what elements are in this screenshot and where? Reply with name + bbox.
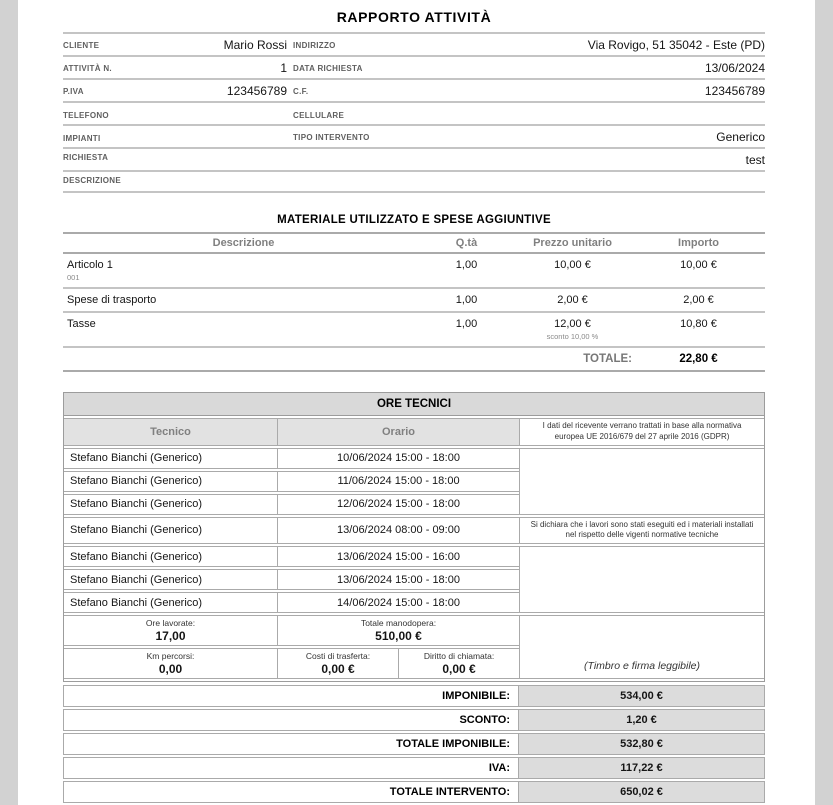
page-title: RAPPORTO ATTIVITÀ: [336, 9, 492, 25]
imponibile-label: IMPONIBILE:: [64, 686, 518, 706]
tipo-intervento-label: TIPO INTERVENTO: [293, 132, 370, 142]
materials-total-value: 22,80 €: [679, 353, 718, 365]
totale-manodopera-value: 510,00 €: [375, 629, 422, 644]
totale-manodopera-label: Totale manodopera:: [360, 618, 437, 629]
piva-value: 123456789: [226, 83, 287, 98]
material-amount: 2,00 €: [683, 294, 714, 306]
technician-name: Stefano Bianchi (Generico): [64, 471, 277, 492]
cellulare-label: CELLULARE: [293, 110, 345, 120]
costi-trasferta-cell: [277, 648, 398, 679]
indirizzo-label: INDIRIZZO: [293, 40, 336, 50]
info-row-cliente: [63, 32, 765, 55]
cf-label: C.F.: [293, 86, 309, 96]
material-discount-note: sconto 10,00 %: [546, 332, 599, 341]
info-row-attivita: [63, 55, 765, 78]
summary-row-hours: [64, 615, 764, 646]
table-row: [63, 313, 765, 348]
km-percorsi-label: Km percorsi:: [146, 651, 195, 662]
technician-schedule: 13/06/2024 15:00 - 16:00: [277, 546, 519, 567]
diritto-chiamata-cell: [398, 648, 519, 679]
material-qty: 1,00: [455, 294, 478, 306]
materials-header-row: [63, 232, 765, 254]
iva-label: IVA:: [64, 758, 518, 778]
total-row-totale-intervento: [63, 781, 765, 803]
totale-imponibile-label: TOTALE IMPONIBILE:: [64, 734, 518, 754]
info-row-piva: [63, 78, 765, 101]
technician-name: Stefano Bianchi (Generico): [64, 448, 277, 469]
data-richiesta-label: DATA RICHIESTA: [293, 63, 363, 73]
km-percorsi-value: 0,00: [158, 662, 183, 677]
material-description: Articolo 1: [67, 259, 113, 271]
cf-value: 123456789: [704, 83, 765, 98]
materials-header-qta: Q.tà: [455, 237, 478, 249]
technician-schedule: 13/06/2024 08:00 - 09:00: [277, 517, 519, 545]
costi-trasferta-label: Costi di trasferta:: [305, 651, 371, 662]
info-row-descrizione: [63, 170, 765, 193]
table-row: [63, 254, 765, 289]
technicians-section-title: ORE TECNICI: [64, 393, 764, 416]
ore-lavorate-label: Ore lavorate:: [145, 618, 196, 629]
cliente-value: Mario Rossi: [223, 37, 287, 52]
material-code: 001: [67, 273, 80, 282]
materials-table: [63, 232, 765, 372]
material-amount: 10,80 €: [680, 318, 717, 330]
km-percorsi-cell: [64, 648, 277, 679]
descrizione-label: DESCRIZIONE: [63, 176, 121, 185]
totale-imponibile-value: 532,80 €: [518, 734, 764, 754]
technician-schedule: 10/06/2024 15:00 - 18:00: [277, 448, 519, 469]
totale-intervento-value: 650,02 €: [518, 782, 764, 802]
diritto-chiamata-value: 0,00 €: [442, 662, 476, 677]
attivita-n-value: 1: [280, 60, 287, 75]
attivita-n-label: ATTIVITÀ N.: [63, 63, 112, 73]
piva-label: P.IVA: [63, 86, 84, 96]
sconto-value: 1,20 €: [518, 710, 764, 730]
ore-lavorate-cell: [64, 615, 277, 646]
material-unit-price: 12,00 €: [554, 318, 591, 330]
info-row-impianti: [63, 124, 765, 147]
ore-lavorate-value: 17,00: [155, 629, 186, 644]
technician-schedule: 14/06/2024 15:00 - 18:00: [277, 592, 519, 613]
info-row-telefono: [63, 101, 765, 124]
signature-area: (Timbro e firma leggibile): [519, 615, 764, 679]
imponibile-value: 534,00 €: [518, 686, 764, 706]
material-description: Spese di trasporto: [67, 294, 157, 306]
materials-total-row: [63, 348, 765, 372]
technician-schedule: 12/06/2024 15:00 - 18:00: [277, 494, 519, 515]
viewer-left-margin: [0, 0, 18, 805]
material-unit-price: 2,00 €: [557, 294, 588, 306]
total-row-totale-imponibile: [63, 733, 765, 755]
materials-total-label: TOTALE:: [583, 353, 632, 365]
table-row: [64, 517, 764, 545]
total-row-imponibile: [63, 685, 765, 707]
cliente-label: CLIENTE: [63, 40, 100, 50]
table-row: [63, 289, 765, 313]
iva-value: 117,22 €: [518, 758, 764, 778]
richiesta-label: RICHIESTA: [63, 153, 109, 162]
table-row: [64, 546, 764, 567]
technicians-table: [63, 392, 765, 682]
material-amount: 10,00 €: [680, 259, 717, 271]
costi-trasferta-value: 0,00 €: [321, 662, 355, 677]
total-row-sconto: [63, 709, 765, 731]
richiesta-value: test: [745, 152, 765, 167]
technician-schedule: 11/06/2024 15:00 - 18:00: [277, 471, 519, 492]
info-row-richiesta: [63, 147, 765, 170]
material-qty: 1,00: [455, 318, 478, 330]
totale-intervento-label: TOTALE INTERVENTO:: [64, 782, 518, 802]
report-page: [18, 0, 815, 805]
data-richiesta-value: 13/06/2024: [704, 60, 765, 75]
telefono-label: TELEFONO: [63, 110, 109, 120]
client-info-table: [63, 32, 765, 193]
materials-header-prezzo: Prezzo unitario: [533, 237, 612, 249]
technician-name: Stefano Bianchi (Generico): [64, 494, 277, 515]
total-row-iva: [63, 757, 765, 779]
material-qty: 1,00: [455, 259, 478, 271]
indirizzo-value: Via Rovigo, 51 35042 - Este (PD): [587, 37, 765, 52]
technician-name: Stefano Bianchi (Generico): [64, 569, 277, 590]
totale-manodopera-cell: [277, 615, 519, 646]
technician-schedule: 13/06/2024 15:00 - 18:00: [277, 569, 519, 590]
technician-name: Stefano Bianchi (Generico): [64, 517, 277, 545]
technicians-header-orario: Orario: [277, 418, 519, 446]
impianti-label: IMPIANTI: [63, 133, 101, 143]
compliance-declaration-note: Si dichiara che i lavori sono stati eseguiti ed i materiali installati nel rispetto delle vigenti normative tecniche: [519, 517, 764, 545]
technician-name: Stefano Bianchi (Generico): [64, 546, 277, 567]
viewer-right-margin: [815, 0, 833, 805]
gdpr-note: I dati del ricevente verrano trattati in base alla normativa europea UE 2016/679 del 27 aprile 2016 (GDPR): [519, 418, 764, 446]
notes-spacer-cell: [519, 546, 764, 613]
sconto-label: SCONTO:: [64, 710, 518, 730]
table-row: [64, 448, 764, 469]
technician-name: Stefano Bianchi (Generico): [64, 592, 277, 613]
materials-section-title: MATERIALE UTILIZZATO E SPESE AGGIUNTIVE: [277, 214, 551, 226]
technicians-header-tecnico: Tecnico: [64, 418, 277, 446]
totals-section: [63, 685, 765, 803]
tipo-intervento-value: Generico: [716, 129, 765, 144]
material-unit-price: 10,00 €: [554, 259, 591, 271]
material-description: Tasse: [67, 318, 96, 330]
notes-spacer-cell: [519, 448, 764, 515]
diritto-chiamata-label: Diritto di chiamata:: [423, 651, 495, 662]
materials-header-descrizione: Descrizione: [212, 237, 275, 249]
materials-header-importo: Importo: [678, 237, 719, 249]
